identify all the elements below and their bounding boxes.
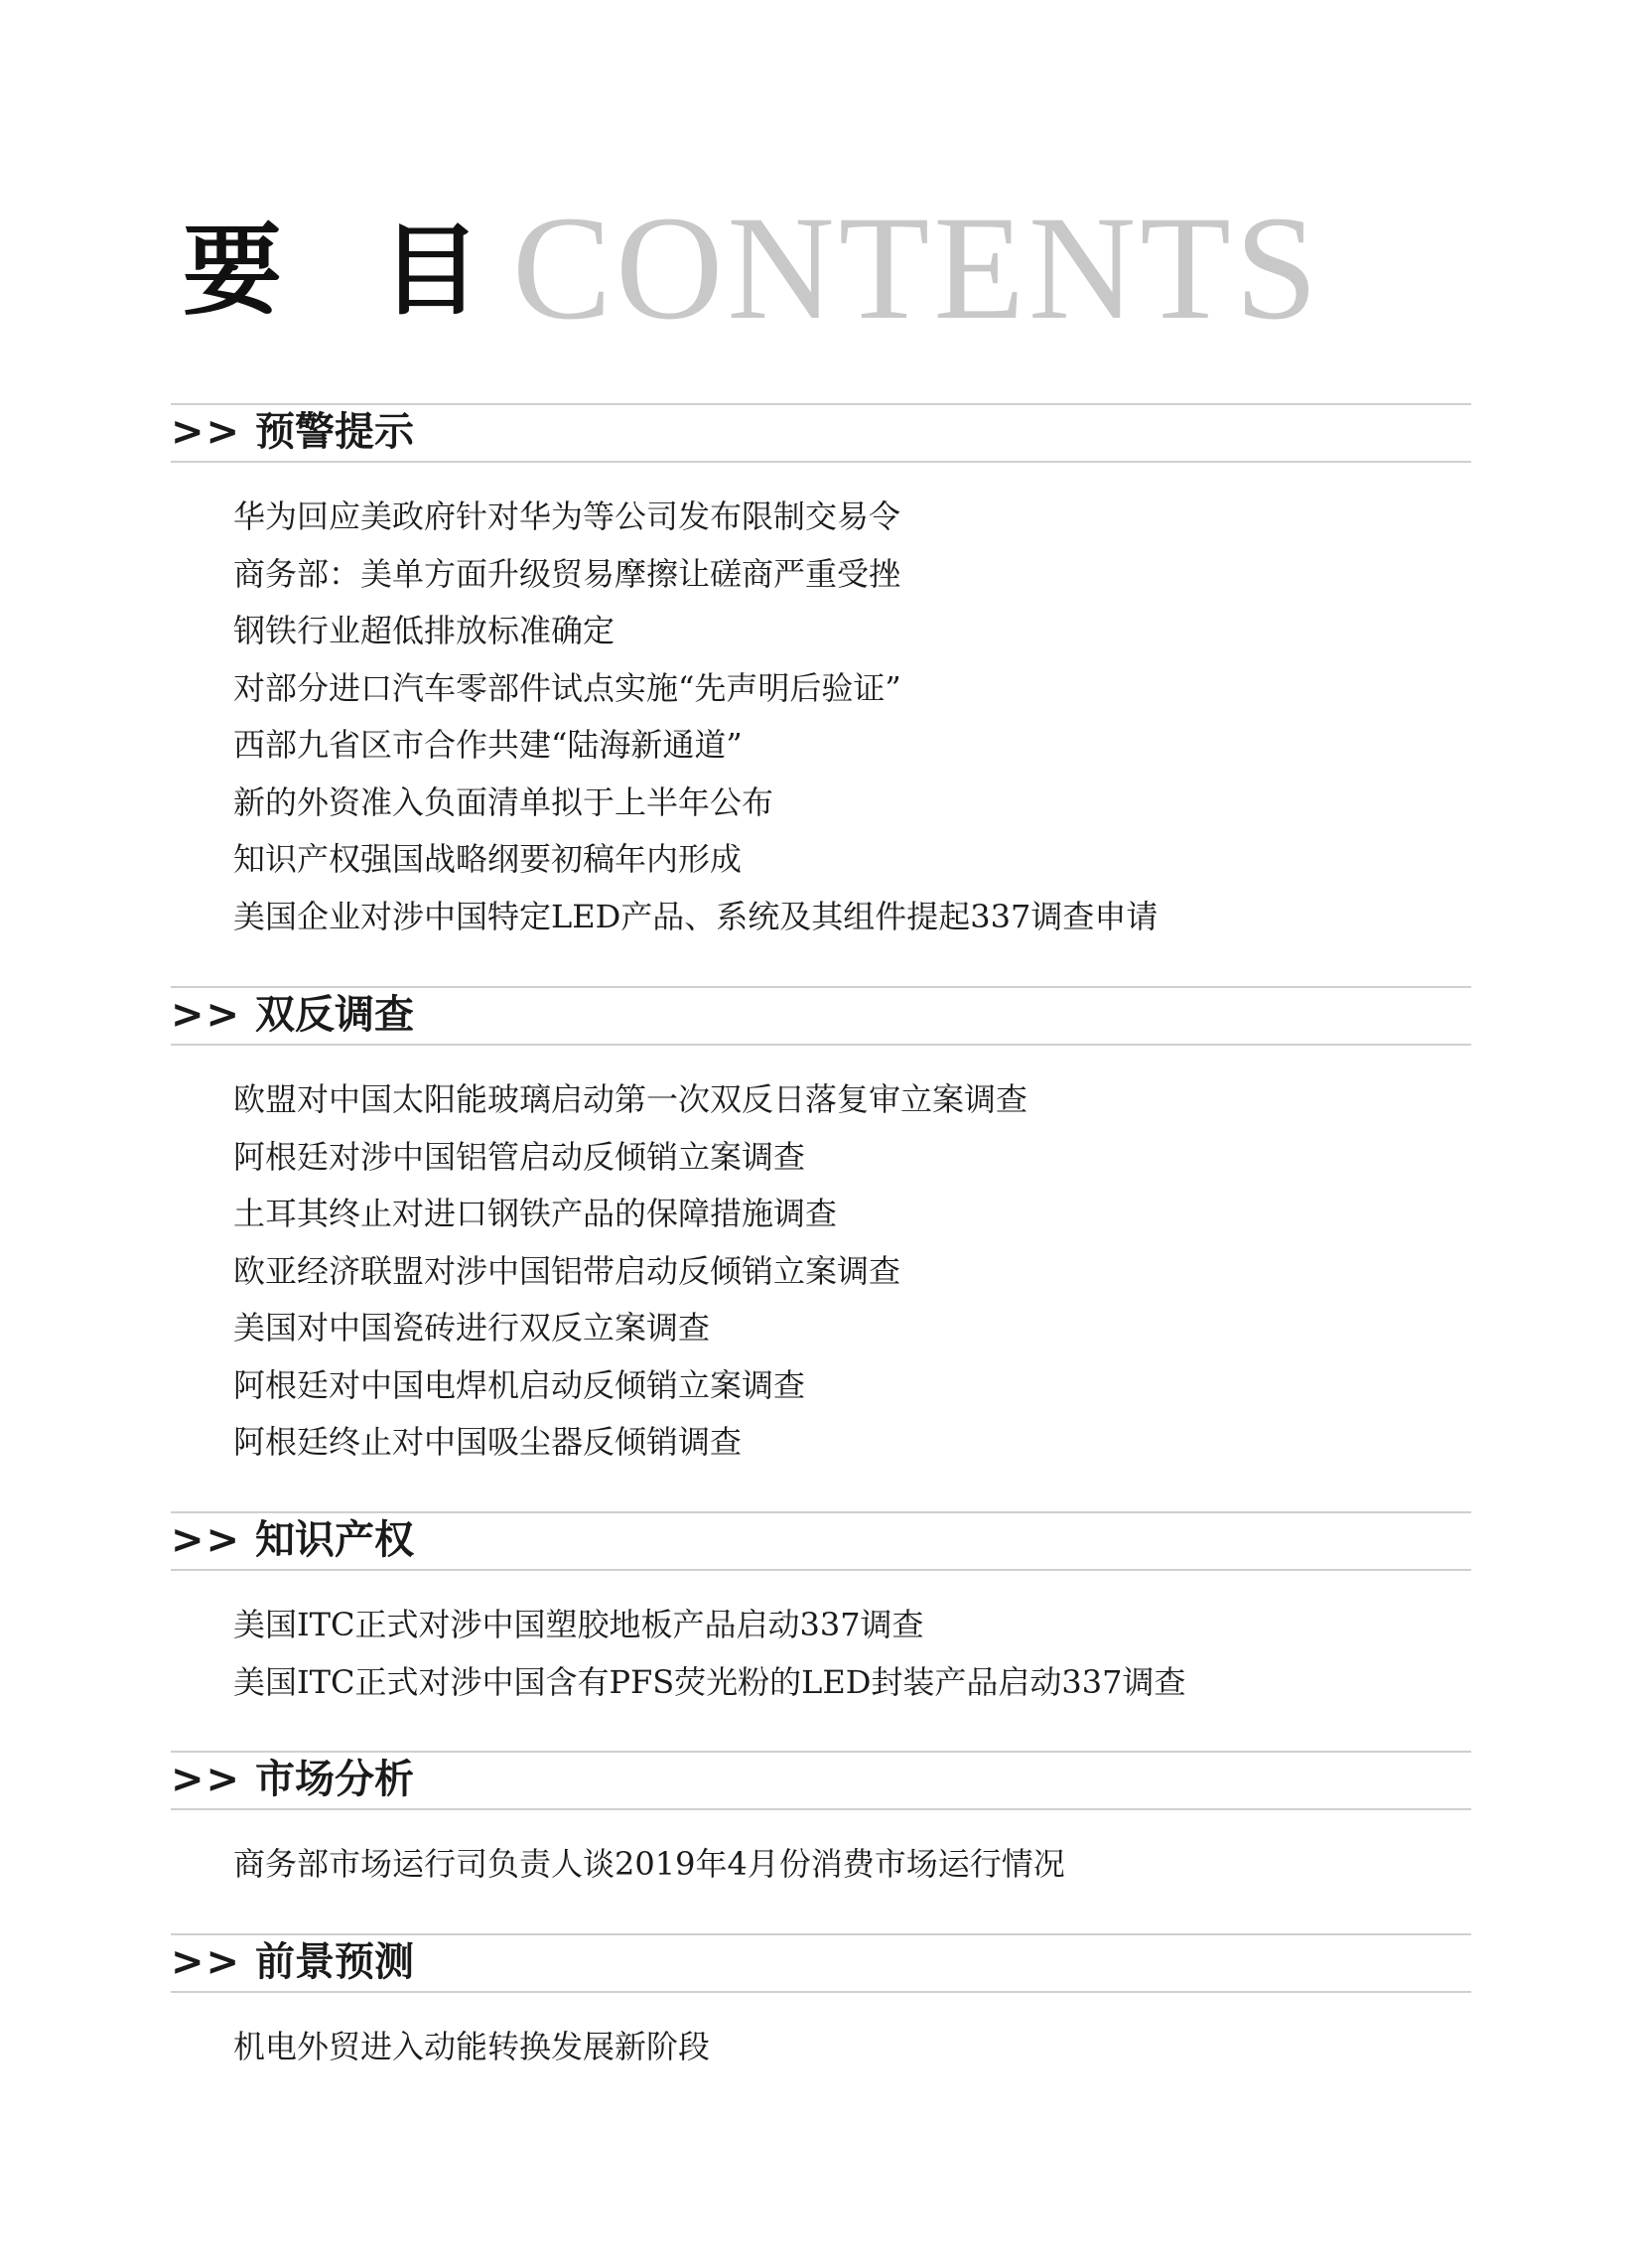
title-english: CONTENTS — [512, 186, 1322, 351]
section-title-text: 前景预测 — [255, 1939, 415, 1985]
list-item[interactable]: 对部分进口汽车零部件试点实施“先声明后验证” — [233, 668, 901, 707]
section-header — [171, 986, 1471, 1046]
section-item-list — [233, 1071, 1534, 1472]
section-title — [171, 1757, 414, 1802]
list-item[interactable]: 商务部：美单方面升级贸易摩擦让磋商严重受挫 — [233, 554, 901, 593]
section-outlook — [171, 1933, 1471, 2076]
section-arrow: >> — [171, 409, 242, 455]
section-title-text: 市场分析 — [255, 1757, 415, 1802]
section-title — [171, 992, 414, 1038]
list-item[interactable]: 美国ITC正式对涉中国塑胶地板产品启动337调查 — [233, 1606, 924, 1643]
section-arrow: >> — [171, 1757, 242, 1802]
list-item[interactable]: 机电外贸进入动能转换发展新阶段 — [233, 2028, 711, 2065]
list-item[interactable]: 欧亚经济联盟对涉中国铝带启动反倾销立案调查 — [233, 1251, 901, 1290]
section-header — [171, 1751, 1471, 1810]
section-market-analysis — [171, 1751, 1471, 1894]
list-item[interactable]: 知识产权强国战略纲要初稿年内形成 — [233, 840, 743, 878]
section-arrow: >> — [171, 1517, 242, 1563]
title-chinese: 要目 — [183, 213, 580, 329]
section-title-text: 知识产权 — [255, 1517, 415, 1563]
section-anti-dumping — [171, 986, 1471, 1472]
section-item-list — [233, 1836, 1534, 1894]
section-item-list — [233, 2019, 1534, 2076]
section-item-list — [233, 1597, 1534, 1711]
section-arrow: >> — [171, 992, 242, 1038]
section-title — [171, 1939, 414, 1985]
list-item[interactable]: 欧盟对中国太阳能玻璃启动第一次双反日落复审立案调查 — [233, 1080, 1028, 1118]
section-title-text: 双反调查 — [255, 992, 415, 1038]
section-title — [171, 409, 414, 455]
section-intellectual-property — [171, 1511, 1471, 1711]
section-header — [171, 1933, 1471, 1993]
page-header — [175, 186, 1465, 353]
list-item[interactable]: 商务部市场运行司负责人谈2019年4月份消费市场运行情况 — [233, 1845, 1065, 1883]
list-item[interactable]: 美国企业对涉中国特定LED产品、系统及其组件提起337调查申请 — [233, 897, 1159, 935]
list-item[interactable]: 土耳其终止对进口钢铁产品的保障措施调查 — [233, 1195, 838, 1232]
section-header — [171, 1511, 1471, 1571]
list-item[interactable]: 美国ITC正式对涉中国含有PFS荧光粉的LED封装产品启动337调查 — [233, 1662, 1186, 1701]
list-item[interactable]: 阿根廷对中国电焊机启动反倾销立案调查 — [233, 1365, 806, 1404]
section-early-warning — [171, 403, 1471, 945]
section-title-text: 预警提示 — [255, 409, 415, 455]
section-title — [171, 1517, 414, 1563]
list-item[interactable]: 华为回应美政府针对华为等公司发布限制交易令 — [233, 497, 901, 535]
list-item[interactable]: 西部九省区市合作共建“陆海新通道” — [233, 726, 743, 764]
section-arrow: >> — [171, 1939, 242, 1985]
list-item[interactable]: 美国对中国瓷砖进行双反立案调查 — [233, 1309, 711, 1347]
section-item-list — [233, 489, 1534, 945]
list-item[interactable]: 阿根廷终止对中国吸尘器反倾销调查 — [233, 1423, 743, 1461]
list-item[interactable]: 钢铁行业超低排放标准确定 — [233, 612, 616, 649]
list-item[interactable]: 阿根廷对涉中国铝管启动反倾销立案调查 — [233, 1137, 806, 1176]
section-header — [171, 403, 1471, 463]
list-item[interactable]: 新的外资准入负面清单拟于上半年公布 — [233, 782, 774, 821]
